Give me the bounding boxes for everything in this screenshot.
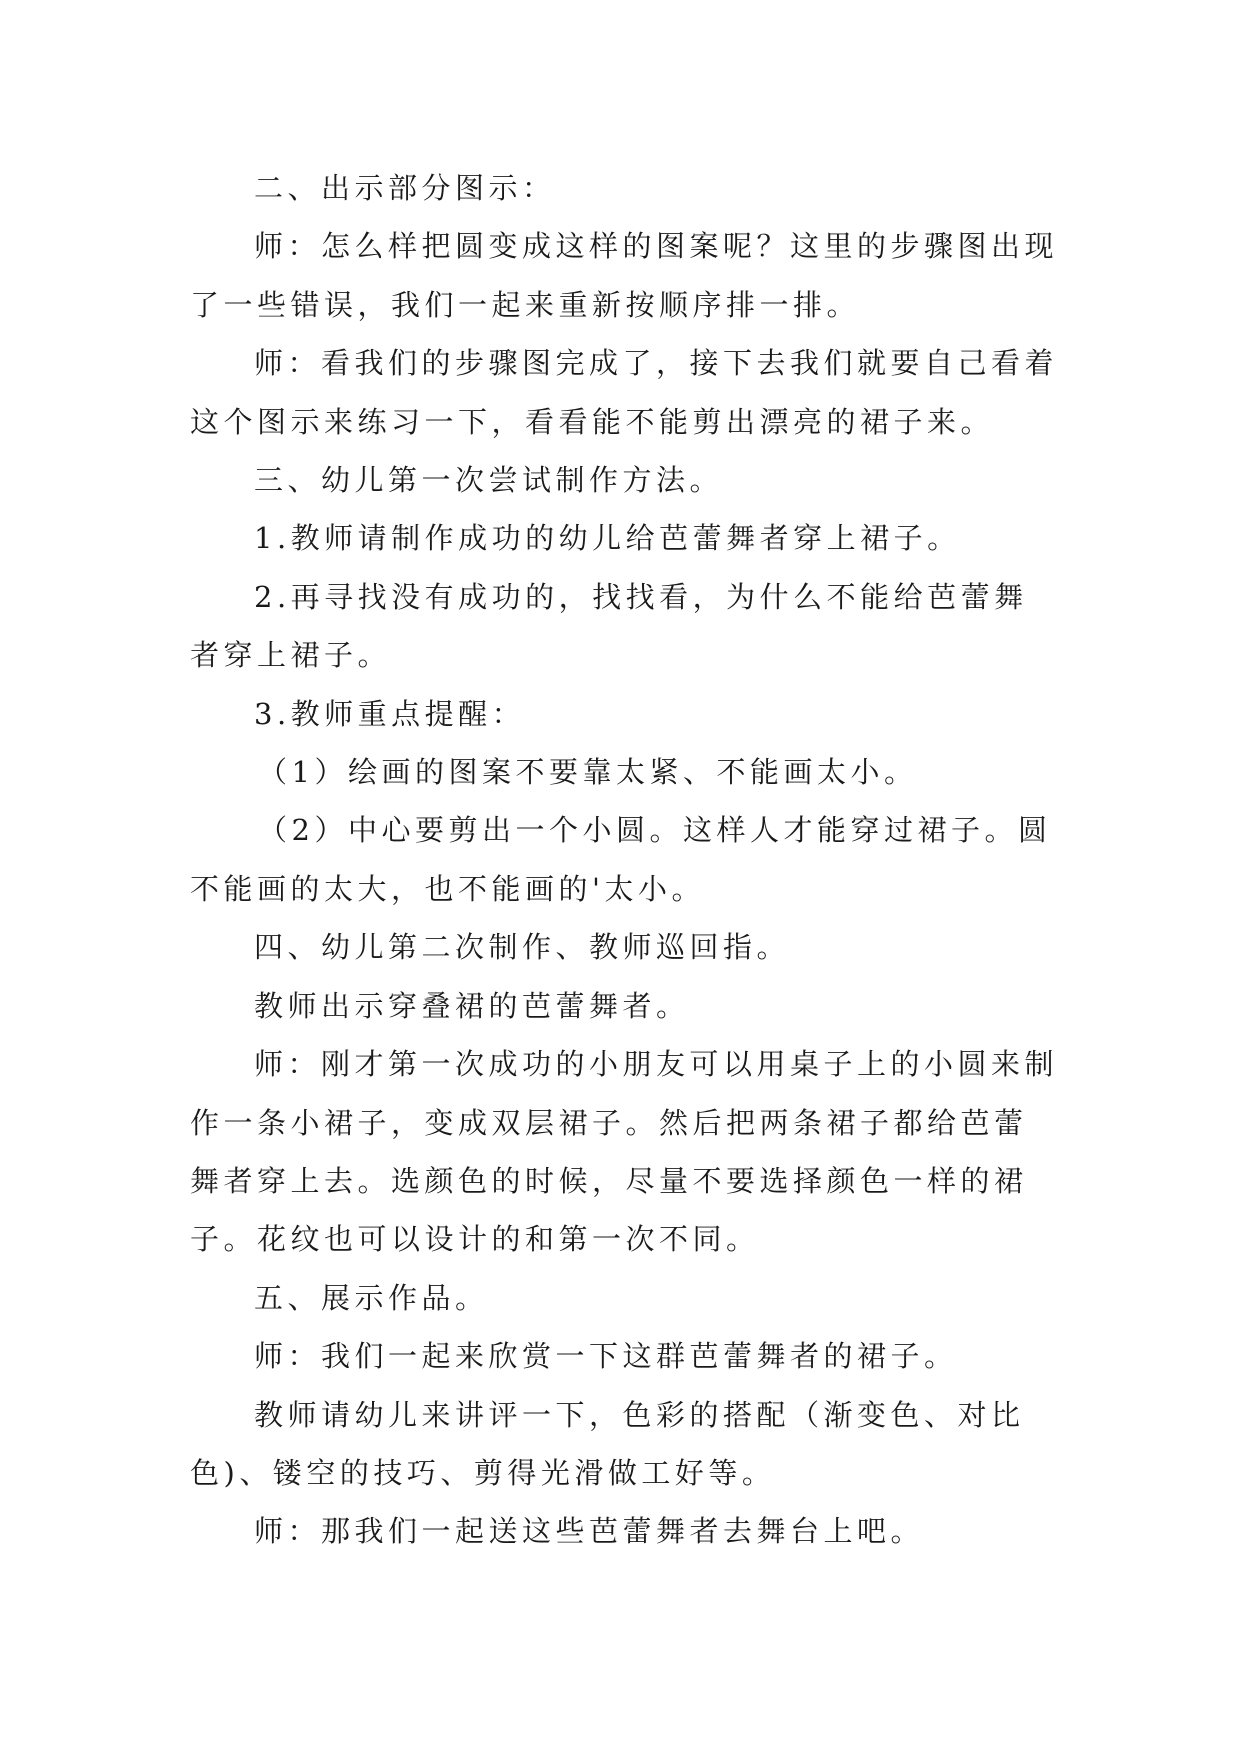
section-heading-2: 二、出示部分图示： xyxy=(254,171,556,205)
sub-item-2: （2）中心要剪出一个小圆。这样人才能穿过裙子。圆不能画的太大，也不能画的'太小。 xyxy=(190,813,1052,906)
list-item-1: 1.教师请制作成功的幼儿给芭蕾舞者穿上裙子。 xyxy=(254,521,961,556)
list-item-3: 3.教师重点提醒： xyxy=(254,696,526,731)
paragraph: 师：看我们的步骤图完成了，接下去我们就要自己看着这个图示来练习一下，看看能不能剪出漂亮的裙子来。 xyxy=(190,346,1059,439)
section-heading-5: 五、展示作品。 xyxy=(254,1280,489,1315)
list-item-2: 2.再寻找没有成功的，找找看，为什么不能给芭蕾舞者穿上裙子。 xyxy=(190,579,1028,673)
document-body xyxy=(190,159,1060,1561)
paragraph: 教师请幼儿来讲评一下，色彩的搭配（渐变色、对比色)、镂空的技巧、剪得光滑做工好等。 xyxy=(190,1397,1025,1490)
paragraph: 师：我们一起来欣赏一下这群芭蕾舞者的裙子。 xyxy=(254,1339,958,1374)
paragraph: 师：刚才第一次成功的小朋友可以用桌子上的小圆来制作一条小裙子，变成双层裙子。然后把两条裙子都给芭蕾舞者穿上去。选颜色的时候，尽量不要选择颜色一样的裙子。花纹也可以设计的和第一次不同。 xyxy=(190,1047,1059,1257)
sub-item-1: （1）绘画的图案不要靠太紧、不能画太小。 xyxy=(258,755,918,790)
section-heading-3: 三、幼儿第一次尝试制作方法。 xyxy=(254,463,724,498)
paragraph: 师：怎么样把圆变成这样的图案呢？这里的步骤图出现了一些错误，我们一起来重新按顺序排一排。 xyxy=(190,229,1059,322)
section-heading-4: 四、幼儿第二次制作、教师巡回指。 xyxy=(254,930,791,965)
paragraph: 师：那我们一起送这些芭蕾舞者去舞台上吧。 xyxy=(254,1514,925,1549)
paragraph: 教师出示穿叠裙的芭蕾舞者。 xyxy=(254,988,690,1023)
